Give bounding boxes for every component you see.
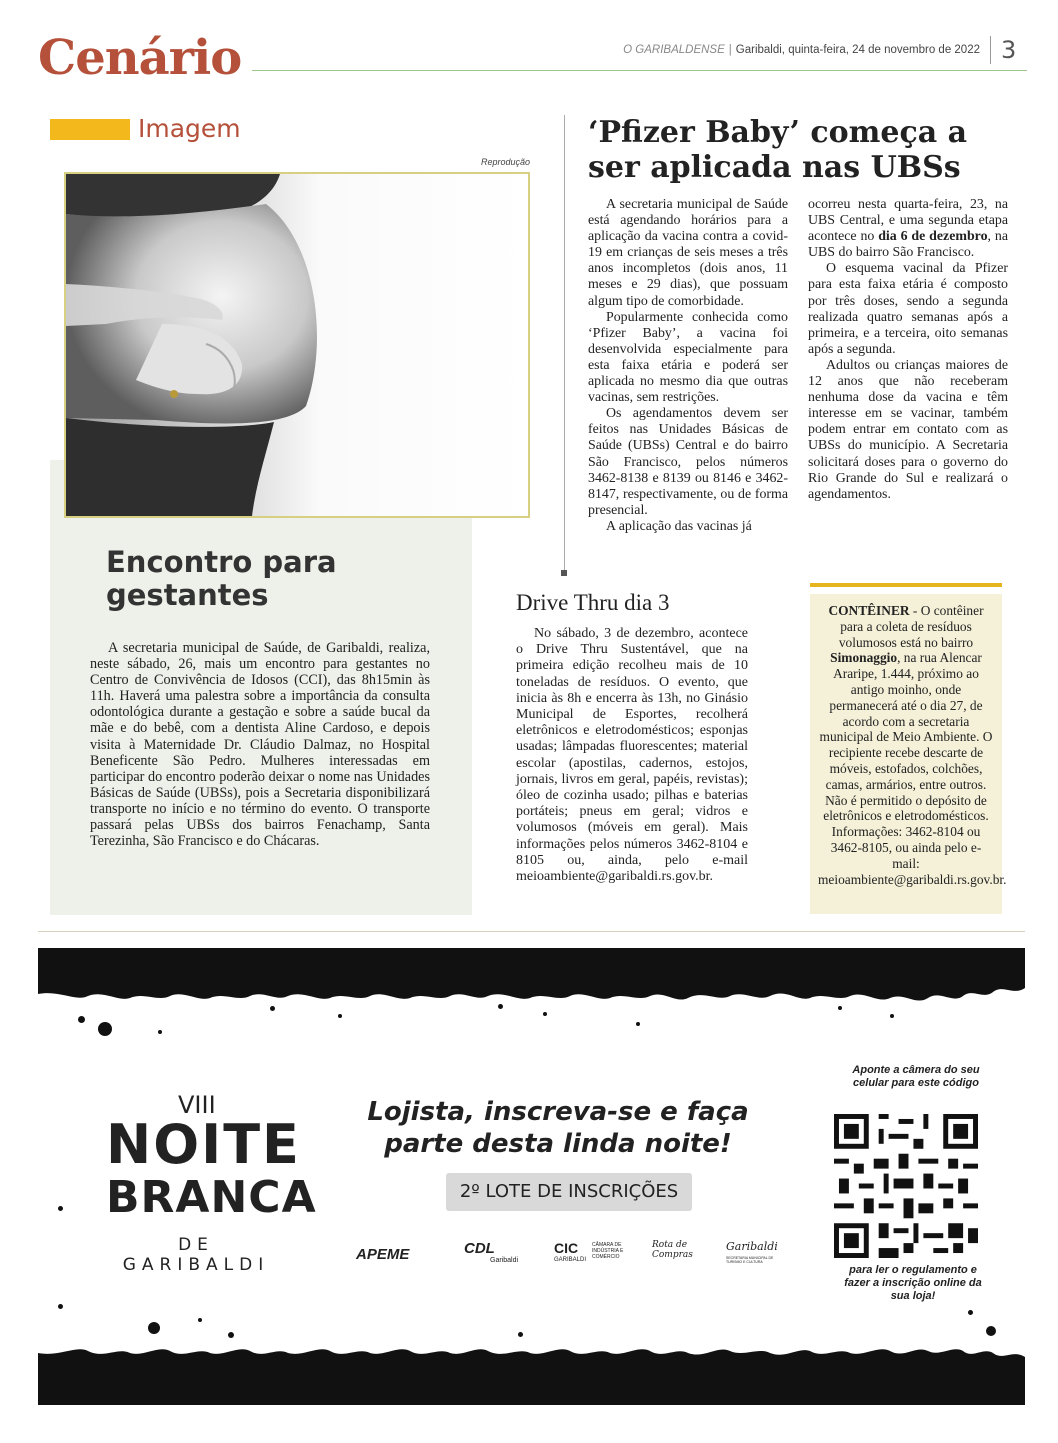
drive-thru-paragraph: No sábado, 3 de dezembro, acontece o Drive Thru Sustentável, que na primeira edição recolheu mais de 10 toneladas de resíduos. O evento, que inicia às 8h e encerra às 13h, no Ginásio Municipal de Esportes, recolherá eletrônicos e eletrodomésticos; esponjas usadas; lâmpadas fluorescentes; material escolar (apostilas, cadernos, estojos, jornais, livros em geral, papéis, revistas); óleo de cozinha usado; pilhas e baterias portáteis; pneus em geral; vidros e volumosos (móveis em geral). Mais informações pelos números 3462-8104 e 8105 ou, ainda, pelo e-mail meioambiente@garibaldi.rs.gov.br. [516, 626, 748, 885]
conteiner-text: , na rua Alencar Araripe, 1.444, próximo ao antigo moinho, onde permanecerá até o dia 27, de acordo com a secretaria municipal de Meio Ambiente. O recipiente recebe descarte de móveis, estofados, colchões, camas, armários, entre outros. Não é permitido o depósito de eletrônicos e eletrodomésticos. Informações: 3462-8104 ou 3462-8105, ou ainda pelo e-mail: meioambiente@garibaldi.rs.gov.br. [818, 650, 1007, 887]
encontro-paragraph: A secretaria municipal de Saúde, de Garibaldi, realiza, neste sábado, 26, mais um encontro para gestantes no Centro de Convivência de Idosos (CCI), das 8h15min às 11h. Haverá uma palestra sobre a importância da consulta odontológica durante a gestação e sobre a saúde bucal da mãe e do bebê, com a dentista Aline Cardoso, e depois visita à Maternidade Dr. Cláudio Dalmaz, no Hospital Beneficente São Pedro. Mulheres interessadas em participar do encontro poderão deixar o nome nas Unidades Básicas de Saúde (UBSs), pois a Secretaria disponibilizará transporte no início e no término do evento. O transporte passará pelas UBSs dos bairros Fenachamp, Santa Terezinha, São Francisco e do Chácaras. [90, 640, 430, 850]
confetti-dot [58, 1206, 63, 1211]
header-separator: | [728, 44, 732, 56]
qr-instruction-bottom: para ler o regulamento e fazer a inscrição online da sua loja! [844, 1264, 982, 1302]
confetti-dot [968, 1310, 973, 1315]
pfizer-column-2 [808, 197, 1008, 503]
confetti-dot [98, 1022, 112, 1036]
ad-headline: Lojista, inscreva-se e faça parte desta linda noite! [367, 1097, 749, 1159]
confetti-dot [636, 1022, 640, 1026]
noite-branca-ad [38, 948, 1025, 1405]
confetti-dot [543, 1012, 547, 1016]
conteiner-bairro: Simonaggio [830, 650, 898, 666]
cic-logo-desc: CÂMARA DE INDÚSTRIA E COMÉRCIO [592, 1242, 624, 1260]
imagem-accent-bar [50, 119, 130, 140]
conteiner-label: CONTÊINER [828, 603, 910, 618]
pfizer-text: , na UBS do bairro São Francisco. [808, 229, 1008, 261]
pfizer-paragraph: Popularmente conhecida como ‘Pfizer Baby’, a vacina foi desenvolvida especialmente para esta faixa etária e poderá ser aplicada no mesmo dia que outras vacinas, sem restrições. [588, 309, 788, 406]
pfizer-paragraph: A aplicação das vacinas já [606, 518, 752, 534]
drive-thru-body [516, 626, 748, 885]
confetti-dot [198, 1318, 202, 1322]
conteiner-body [818, 603, 1007, 887]
photo-credit: Reprodução [480, 157, 530, 167]
confetti-dot [148, 1322, 160, 1334]
pfizer-paragraph [808, 197, 1008, 261]
event-name-line1: NOITE [106, 1113, 301, 1176]
ad-divider [38, 931, 1025, 932]
ad-top-border [38, 948, 1025, 1058]
pfizer-paragraph: Adultos ou crianças maiores de 12 anos que não receberam nenhuma dose da vacina e têm interesse em se vacinar, também podem entrar em contato com as UBSs do município. A Secretaria solicitará doses para o governo do Rio Grande do Sul e realizará o agendamentos. [808, 357, 1008, 502]
confetti-dot [518, 1332, 523, 1337]
encontro-title: Encontro para gestantes [106, 545, 337, 612]
apeme-logo: APEME [356, 1246, 410, 1263]
encontro-body [90, 640, 430, 849]
section-title: Cenário [38, 30, 242, 86]
header-divider [252, 70, 1027, 71]
sponsor-logos [356, 1238, 806, 1274]
confetti-dot [228, 1332, 234, 1338]
rota-de-compras-logo: Rota de Compras [652, 1240, 693, 1260]
confetti-dot [58, 1304, 63, 1309]
column-rule [564, 115, 565, 575]
imagem-label: Imagem [138, 114, 241, 143]
event-name-line3: DE GARIBALDI [122, 1235, 270, 1275]
drive-thru-headline: Drive Thru dia 3 [516, 590, 670, 615]
ad-bottom-border [38, 1345, 1025, 1405]
pfizer-paragraph: O esquema vacinal da Pfizer para esta faixa etária é composto por três doses, sendo a segunda realizada quatro semanas após a primeira, e a terceira, oito semanas após a segunda. [808, 261, 1008, 357]
confetti-dot [986, 1326, 996, 1336]
cic-logo: CIC [554, 1240, 579, 1256]
cic-logo-sub: GARIBALDI [554, 1257, 587, 1263]
cdl-logo: CDL [464, 1240, 495, 1257]
confetti-dot [498, 1004, 503, 1009]
pfizer-headline: ‘Pfizer Baby’ começa a ser aplicada nas UBSs [588, 115, 968, 185]
conteiner-text: - O contêiner para a coleta de resíduos volumosos está no bairro [838, 603, 984, 650]
garibaldi-logo: Garibaldi [726, 1240, 778, 1253]
edition-number: VIII [178, 1091, 216, 1119]
dateline [560, 44, 980, 56]
issue-date: Garibaldi, quinta-feira, 24 de novembro de 2022 [735, 44, 980, 56]
photo-illustration [66, 174, 528, 516]
pfizer-text: ocorreu nesta quarta-feira, 23, na UBS Central, e uma segunda etapa acontece no [808, 197, 1008, 245]
page-number: 3 [990, 36, 1041, 64]
confetti-dot [78, 1016, 85, 1023]
event-name-line2: BRANCA [106, 1172, 317, 1223]
confetti-dot [158, 1030, 162, 1034]
newspaper-name: O GARIBALDENSE [623, 44, 725, 56]
confetti-dot [270, 1006, 275, 1011]
qr-instruction-top: Aponte a câmera do seu celular para este código [852, 1064, 980, 1089]
confetti-dot [838, 1006, 842, 1010]
inscricoes-button[interactable]: 2º LOTE DE INSCRIÇÕES [446, 1173, 692, 1211]
qr-code[interactable] [834, 1114, 978, 1258]
garibaldi-logo-sub: SECRETARIA MUNICIPAL DE TURISMO E CULTURA [726, 1256, 774, 1264]
cdl-logo-sub: Garibaldi [490, 1257, 519, 1264]
pfizer-column-1 [588, 197, 788, 535]
pregnant-woman-photo [64, 172, 530, 518]
pfizer-date-highlight: dia 6 de dezembro [878, 229, 988, 245]
column-rule-marker [561, 570, 567, 576]
conteiner-accent-bar [810, 583, 1002, 587]
pfizer-paragraph: Os agendamentos devem ser feitos nas Unidades Básicas de Saúde (UBSs) Central e do bairro São Francisco, pelos números 3462-8138 e 8139 ou 8146 e 3462-8147, respectivamente, ou de forma presencial. [588, 406, 788, 518]
confetti-dot [338, 1014, 342, 1018]
pfizer-paragraph: A secretaria municipal de Saúde está agendando horários para a aplicação da vacina contra a covid-19 em crianças de seis meses a três anos incompletos (dois anos, 11 meses e 29 dias), que possuam algum tipo de comorbidade. [588, 197, 788, 309]
qr-code-icon [834, 1114, 978, 1258]
confetti-dot [890, 1014, 894, 1018]
